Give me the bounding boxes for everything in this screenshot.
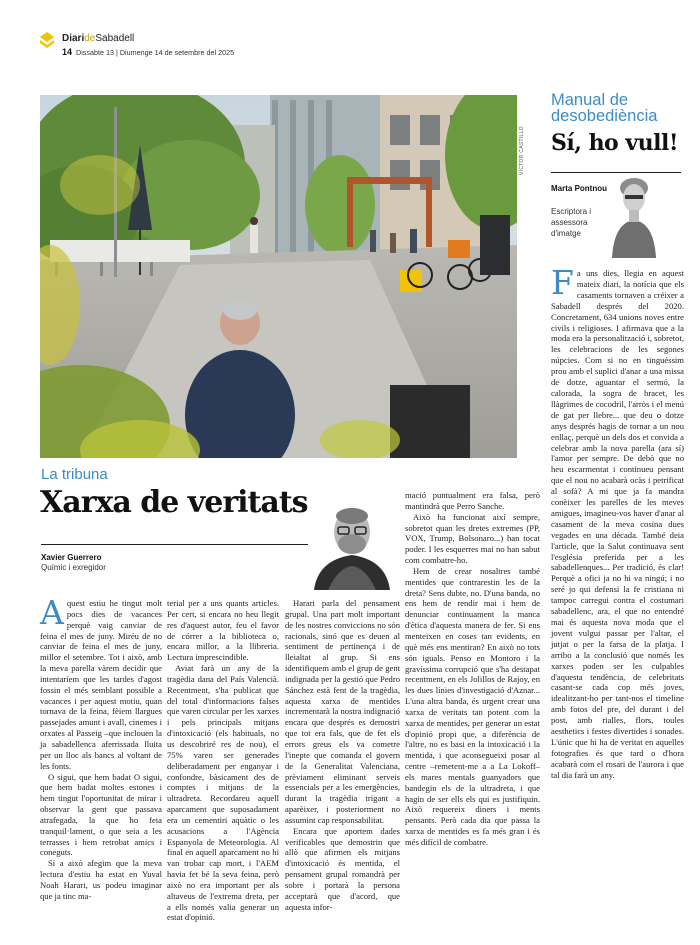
article-paragraph: Harari parla del pensament grupal. Una part molt important de les nostres conviccions no són racionals, sinó que es deuen al sentiment de pertinença i de lleialtat al grup. Si ens identifiquem amb el grup de gent indignada per la gestió que Pedro Sánchez està fent de la tragèdia, aquesta xarxa de mentides incrementarà la nostra indignació encara que després es demostri que tot era fals, que de fet els errors greus els va cometre l'inepte que comanda el govern de la Generalitat Valenciana, prèviament eliminant serveis essencials per a les emergències, durant la tragèdia trigant a aparèixer, i posteriorment no assumint cap responsabilitat. (285, 598, 400, 825)
article-column-4 (405, 490, 540, 945)
article-paragraph: Aviat farà un any de la tragèdia dana del País Valencià. Recentment, s'ha publicat que del total d'informacions falses que varen circular per les xarxes i pels principals mitjans d'intoxicació (els habituals, no us descobriré res de nou), el 75% varen ser generades deliberadament per enganyar i confondre, bàsicament des de comptes i mitjans de la ultradreta. Recordareu aquell aparcament que suposadament era un cementiri aquàtic o les acusacions a l'Agència Espanyola de Meteorologia. Al final en aquell aparcament no hi van trobar cap mort, i l'AEM havia fet bé la seva feina, però això no era important per als altaveus de l'extrema dreta, per a ells només valia generar un estat d'opinió. (167, 663, 279, 923)
column-body (551, 263, 684, 945)
masthead (40, 30, 680, 62)
article-paragraph: quest estiu he tingut molt pocs dies de vacances perquè vaig canviar de feina el mes de juny. Miréu de no canviar de feina el mes de juny, millor el setembre. Tot i això, amb la meva parella vàrem decidir que intentaríem que les tardes d'agost fossin el més semblant possible a vacances i per aquest motiu, quan tornava de la feina, fèiem llargues passejades amunt i avall, cinemes i orxates al Passeig –que inclouen la ja sabadellenca aferrissada lluita per un lloc als bancs al voltant de les fonts. (40, 598, 162, 771)
photo-credit: VÍCTOR CASTILLO (519, 126, 525, 175)
page-number: 14 (62, 47, 73, 57)
paper-name: DiarideSabadell (62, 33, 135, 44)
author-portrait-marta (608, 178, 660, 258)
article-column-2 (167, 598, 279, 943)
column-title: Sí, ho vull! (551, 130, 679, 156)
article-kicker: La tribuna (41, 466, 108, 483)
newspaper-logo-icon (40, 32, 54, 50)
issue-date: Dissabte 13 | Diumenge 14 de setembre del 2025 (76, 48, 235, 57)
column-author-name: Marta Pontnou (551, 184, 607, 193)
issue-line (62, 47, 234, 57)
article-title: Xarxa de veritats (40, 485, 308, 520)
article-paragraph: terial per a uns quants articles. Per cert, si encara no heu llegit res d'aquest autor, feu el favor de córrer a la biblioteca o, encara millor, a la llibreria. Lectura imprescindible. (167, 598, 279, 663)
column-paragraph: a uns dies, llegia en aquest mateix diari, la notícia que els casaments tornaven a créixer a Sabadell després del 2020. Concretament, 634 unions noves entre civils i religioses. I afirmava que a la moda era la personalització i, sobretot, les celebracions de les segones núpcies. Com si no en tinguéssim prou amb el suplici d'anar a una missa de dotze, aguantar el sermó, la calorada, la sogra de bracet, les llàgrimes de cocodril, l'arròs i el menú de gat per llebre... que deu o dotze anys després hagis de tornar a un nou enllaç, perquè un dels dos et convida a celebrar amb la nova parella (ara sí) l'amor per sempre. De debò que no heu escarmentat i continueu pensant que el nou no acabarà ocàs i petrificat al sofà? A mi que ja fa mandra conèixer les parelles de les meves amigues, imagineu-vos haver d'anar al casament de la meva cosina dues vegades en una dècada. També deia l'article, que la Salut continuava sent l'església preferida per a les sabadellenques... Per tradició, és clar! Perquè a ofici ja no hi va ningú; i no seré jo qui defensi la fe cristiana ni tampoc carregui contra el costumari sabadellenc, ara, el que no entendré mai és aquesta nova moda que el jovent vulgui passar per l'altar, el jutjat o per la farsa de la platja. I arribo a la conclusió que només les xarxes poden ser les culpables d'aquesta tendència, de celebritats casant-se cada cop més joves, idealitzant-ho per tant-nos el timeline amb fotos del pre, del durant i del post, amb rialles, flors, toules aesthetics i festes divertides i sonades. L'únic que hi ha de veritat en aquelles fotografies és que tard o d'hora acabarà com el rosari de l'aurora i que tal dia farà un any. (551, 268, 684, 780)
article-column-3 (285, 598, 400, 943)
article-paragraph: Si a això afegim que la meva lectura d'estiu ha estat en Yuval Noah Harari, us podeu imaginar que ja tinc ma- (40, 858, 162, 901)
author-portrait-xavier (308, 500, 396, 590)
article-paragraph: Hem de crear nosaltres també mentides que contrarestin les de la dreta? Sens dubte, no. D'una banda, no ens hem de rendir mai i hem de denunciar continuament la manca d'ètica d'aquesta manera de fer. Si ens menteixen en coses tan evidents, en què més ens mentiran? En això no tots són iguals. Penso en Montoro i la gravíssima corrupció que s'ha destapat recentment, en els Jolillos de Rajoy, en les dues línies d'investigació d'Aznar... L'una altra banda, és urgent crear una xarxa de veritats tan potent com la xarxa de mentides, per generar un estat d'opinió propi que, a diferència de l'altre, no es basi en la intoxicació i la mentida, i que aconsegueixi posar al centre –remetent-me a a La Lokoff– els mares mentals guanyadors que bandegin els de la ultradreta, i que hagin de ser ells els qui es justifiquin. Això requereix diners i ments pensants. Però cada dia que passa la xarxa de mentides es fa més gran i és més difícil de combatre. (405, 565, 540, 847)
drop-cap: F (551, 263, 574, 302)
article-column-1 (40, 593, 162, 943)
article-author-name: Xavier Guerrero (41, 553, 102, 562)
drop-cap: A (40, 593, 64, 632)
article-author-role: Químic i exregidor (41, 563, 106, 572)
article-paragraph: Això ha funcionat així sempre, sobretot quan les dretes extremes (PP, VOX, Trump, Bolsonaro...) han tocat poder. I les esquerres mai no han sabut com combatre-ho. (405, 511, 540, 566)
article-paragraph: mació puntualment era falsa, però mantindrà que Perro Sanche. (405, 490, 540, 511)
column-author-role: Escriptora i assessora d'imatge (551, 207, 592, 238)
street-photo (40, 95, 517, 458)
article-paragraph: Encara que aportem dades verificables que demostrin que allò que afirmen els mitjans d'intoxicació és mentida, el pensament grupal romandrà per sobre i portarà la persona acceptarà que d'acord, que aquesta infor- (285, 825, 400, 912)
street-scene-image (40, 95, 517, 458)
column-section-label: Manual de desobediència (551, 91, 658, 125)
article-paragraph: O sigui, que hem badat O sigui, que hem badat moltes estones i hem tingut l'oportunitat de mirar i observar la gent que passava atrafegada, la que ho feia tranquil·lament, o que seia a les terrasses i hem retrobat amics i coneguts. (40, 771, 162, 858)
divider (551, 172, 681, 173)
